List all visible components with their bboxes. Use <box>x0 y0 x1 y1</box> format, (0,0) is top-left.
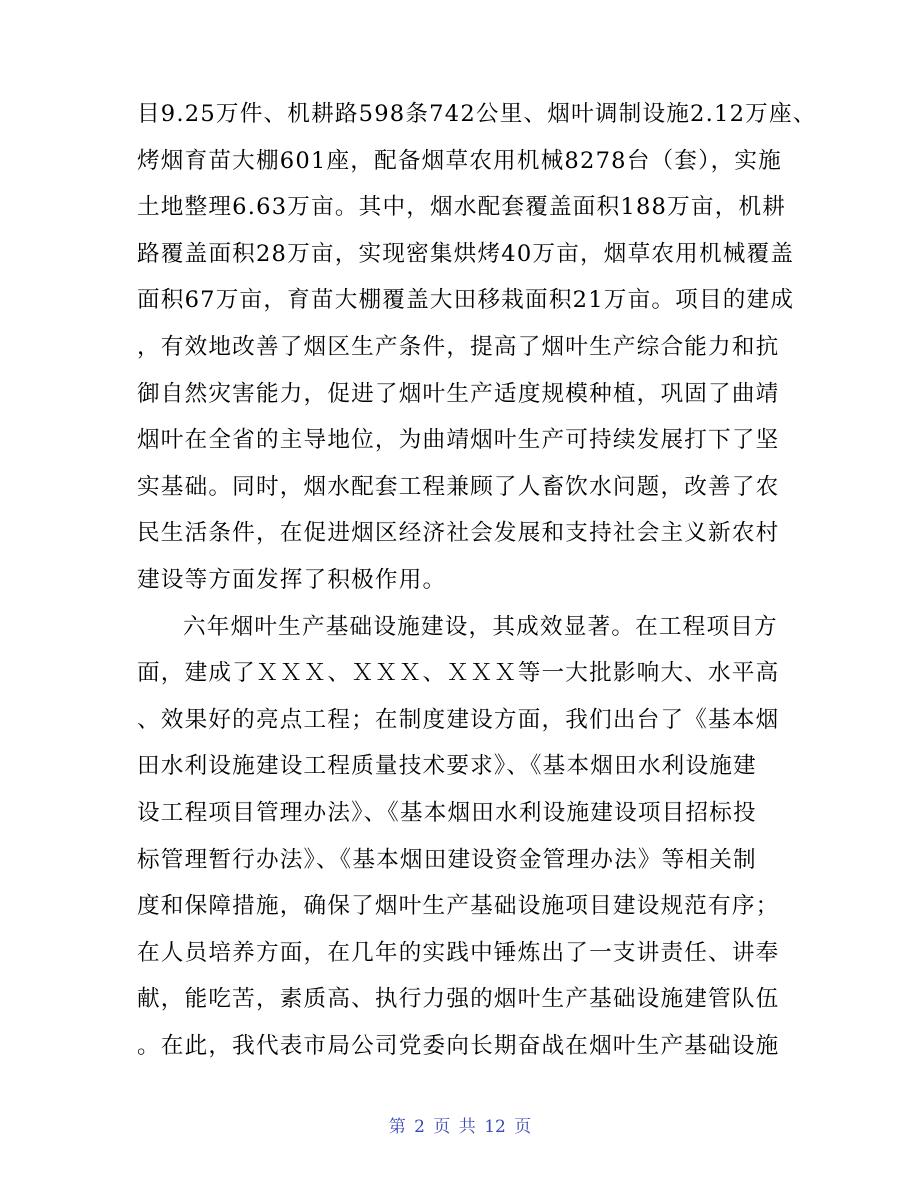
text-line: 实基础。同时，烟水配套工程兼顾了人畜饮水问题，改善了农 <box>137 473 780 500</box>
text-line: 御自然灾害能力，促进了烟叶生产适度规模种植，巩固了曲靖 <box>137 380 780 407</box>
text-line: 面积67万亩，育苗大棚覆盖大田移栽面积21万亩。项目的建成 <box>137 287 795 314</box>
text-line: ，有效地改善了烟区生产条件，提高了烟叶生产综合能力和抗 <box>137 333 780 360</box>
paragraph-2 <box>137 613 797 1079</box>
text-line: 六年烟叶生产基础设施建设，其成效显著。在工程项目方 <box>183 613 778 640</box>
text-line: 民生活条件，在促进烟区经济社会发展和支持社会主义新农村 <box>137 520 780 547</box>
text-line: 建设等方面发挥了积极作用。 <box>137 566 447 593</box>
text-line: 设工程项目管理办法》、《基本烟田水利设施建设项目招标投 <box>137 799 757 826</box>
text-line: 路覆盖面积28万亩，实现密集烘烤40万亩，烟草农用机械覆盖 <box>137 240 795 267</box>
text-line: 面，建成了ＸＸＸ、ＸＸＸ、ＸＸＸ等一大批影响大、水平高 <box>137 660 780 687</box>
text-line: 烤烟育苗大棚601座，配备烟草农用机械8278台（套），实施 <box>137 147 782 174</box>
text-line: 目9.25万件、机耕路598条742公里、烟叶调制设施2.12万座、 <box>137 101 817 127</box>
text-line: 标管理暂行办法》、《基本烟田建设资金管理办法》等相关制 <box>137 846 757 873</box>
text-line: 烟叶在全省的主导地位，为曲靖烟叶生产可持续发展打下了坚 <box>137 427 780 454</box>
paragraph-1 <box>137 100 817 613</box>
text-line: 田水利设施建设工程质量技术要求》、《基本烟田水利设施建 <box>137 753 757 780</box>
text-line: 度和保障措施，确保了烟叶生产基础设施项目建设规范有序； <box>137 893 780 920</box>
page-number-footer: 第 2 页 共 12 页 <box>388 1117 532 1137</box>
text-line: 献，能吃苦，素质高、执行力强的烟叶生产基础设施建管队伍 <box>137 986 780 1013</box>
text-line: 、效果好的亮点工程；在制度建设方面，我们出台了《基本烟 <box>137 706 780 733</box>
document-body <box>137 100 817 1078</box>
text-line: 在人员培养方面，在几年的实践中锤炼出了一支讲责任、讲奉 <box>137 939 780 966</box>
text-line: 土地整理6.63万亩。其中，烟水配套覆盖面积188万亩，机耕 <box>137 194 787 221</box>
text-line: 。在此，我代表市局公司党委向长期奋战在烟叶生产基础设施 <box>137 1032 780 1059</box>
